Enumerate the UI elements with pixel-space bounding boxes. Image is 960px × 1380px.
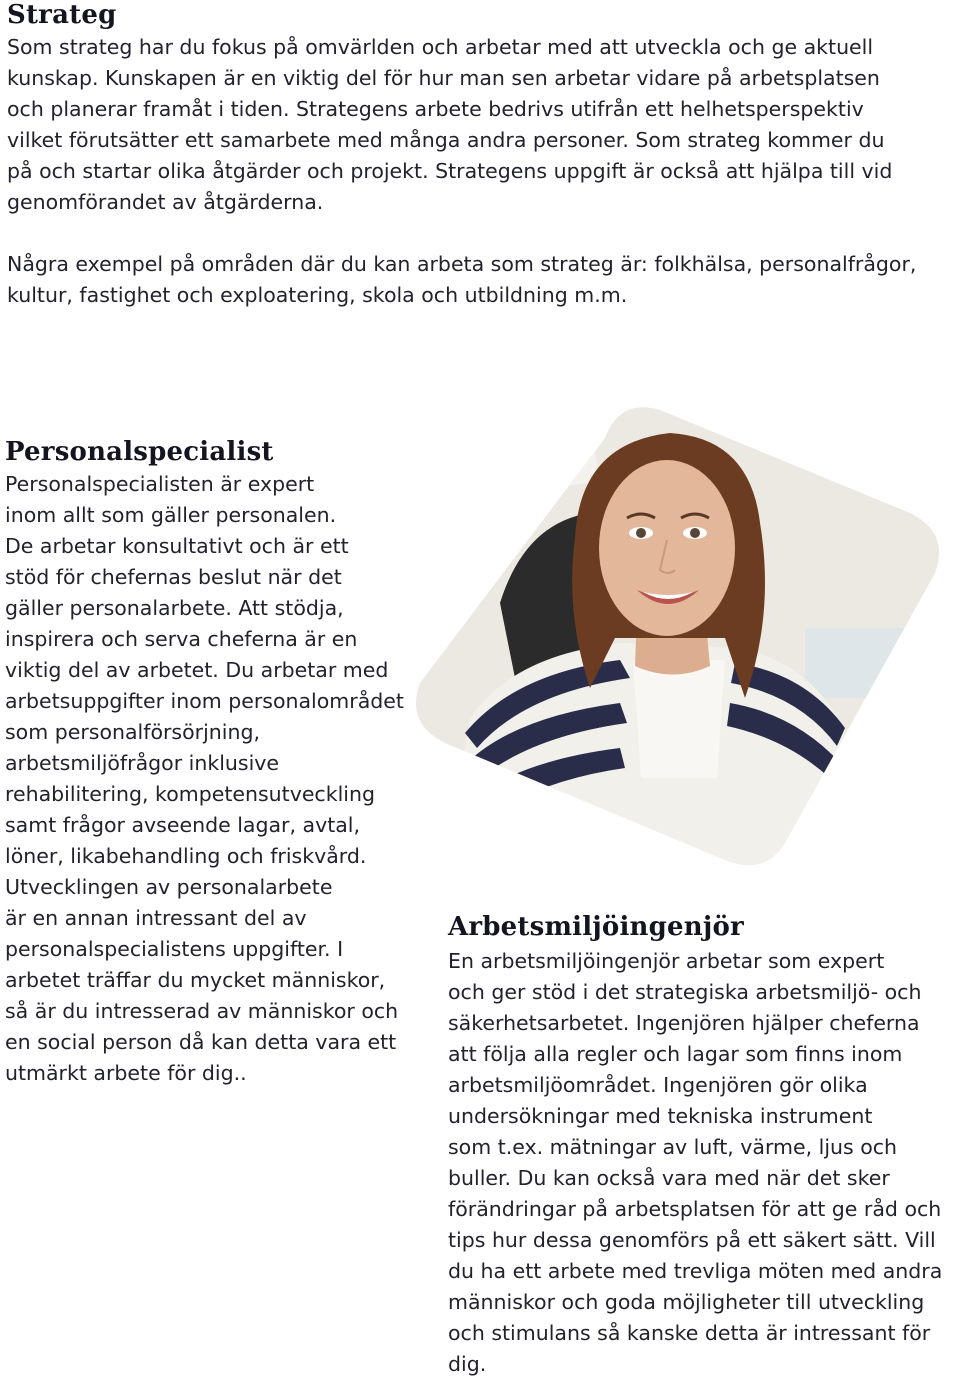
text-line: En arbetsmiljöingenjör arbetar som expert bbox=[448, 949, 885, 973]
text-line: genomförandet av åtgärderna. bbox=[7, 190, 324, 214]
text-line: arbetsuppgifter inom personalområdet bbox=[5, 689, 404, 713]
strateg-heading: Strateg bbox=[7, 0, 117, 30]
text-line: utmärkt arbete för dig.. bbox=[5, 1061, 247, 1085]
arbetsmiljoingenjor-heading: Arbetsmiljöingenjör bbox=[448, 912, 744, 942]
text-line: viktig del av arbetet. Du arbetar med bbox=[5, 658, 389, 682]
text-line: på och startar olika åtgärder och projekt. Strategens uppgift är också att hjälpa till vid bbox=[7, 159, 893, 183]
text-line: förändringar på arbetsplatsen för att ge råd och bbox=[448, 1197, 942, 1221]
text-line: rehabilitering, kompetensutveckling bbox=[5, 782, 375, 806]
personalspecialist-paragraph bbox=[5, 469, 435, 1089]
strateg-paragraph-1 bbox=[7, 32, 957, 218]
text-line: gäller personalarbete. Att stödja, bbox=[5, 596, 344, 620]
wall-poster bbox=[501, 412, 600, 494]
text-line: och stimulans så kanske detta är intressant för bbox=[448, 1321, 931, 1345]
text-line: vilket förutsätter ett samarbete med många andra personer. Som strateg kommer du bbox=[7, 128, 885, 152]
text-line: undersökningar med tekniska instrument bbox=[448, 1104, 873, 1128]
text-line: samt frågor avseende lagar, avtal, bbox=[5, 813, 361, 837]
text-line: dig. bbox=[448, 1352, 487, 1376]
text-line: tips hur dessa genomförs på ett säkert sätt. Vill bbox=[448, 1228, 936, 1252]
text-line: arbetet träffar du mycket människor, bbox=[5, 968, 386, 992]
strateg-paragraph-2 bbox=[7, 249, 957, 311]
arbetsmiljoingenjor-paragraph bbox=[448, 946, 958, 1380]
text-line: buller. Du kan också vara med när det sker bbox=[448, 1166, 890, 1190]
text-line: Personalspecialisten är expert bbox=[5, 472, 315, 496]
text-line: som personalförsörjning, bbox=[5, 720, 260, 744]
text-line: en social person då kan detta vara ett bbox=[5, 1030, 397, 1054]
text-line: så är du intresserad av människor och bbox=[5, 999, 399, 1023]
text-line: Utvecklingen av personalarbete bbox=[5, 875, 333, 899]
personalspecialist-heading: Personalspecialist bbox=[5, 437, 274, 467]
text-line: kultur, fastighet och exploatering, skola och utbildning m.m. bbox=[7, 283, 628, 307]
text-line: inom allt som gäller personalen. bbox=[5, 503, 337, 527]
text-line: personalspecialistens uppgifter. I bbox=[5, 937, 344, 961]
desk-items bbox=[805, 628, 945, 698]
text-line: du ha ett arbete med trevliga möten med andra bbox=[448, 1259, 943, 1283]
text-line: arbetsmiljöfrågor inklusive bbox=[5, 751, 280, 775]
text-line: arbetsmiljöområdet. Ingenjören gör olika bbox=[448, 1073, 868, 1097]
text-line: De arbetar konsultativt och är ett bbox=[5, 534, 349, 558]
text-line: löner, likabehandling och friskvård. bbox=[5, 844, 367, 868]
text-line: inspirera och serva cheferna är en bbox=[5, 627, 358, 651]
text-line: och planerar framåt i tiden. Strategens arbete bedrivs utifrån ett helhetsperspektiv bbox=[7, 97, 864, 121]
text-line: är en annan intressant del av bbox=[5, 906, 307, 930]
text-line: som t.ex. mätningar av luft, värme, ljus och bbox=[448, 1135, 898, 1159]
text-line: och ger stöd i det strategiska arbetsmiljö- och bbox=[448, 980, 922, 1004]
text-line: Några exempel på områden där du kan arbeta som strateg är: folkhälsa, personalfrågor, bbox=[7, 252, 917, 276]
text-line: kunskap. Kunskapen är en viktig del för hur man sen arbetar vidare på arbetsplatsen bbox=[7, 66, 880, 90]
text-line: Som strateg har du fokus på omvärlden och arbetar med att utveckla och ge aktuell bbox=[7, 35, 874, 59]
text-line: säkerhetsarbetet. Ingenjören hjälper cheferna bbox=[448, 1011, 920, 1035]
portrait-photo bbox=[405, 398, 945, 868]
text-line: människor och goda möjligheter till utveckling bbox=[448, 1290, 925, 1314]
text-line: att följa alla regler och lagar som finns inom bbox=[448, 1042, 903, 1066]
text-line: stöd för chefernas beslut när det bbox=[5, 565, 342, 589]
